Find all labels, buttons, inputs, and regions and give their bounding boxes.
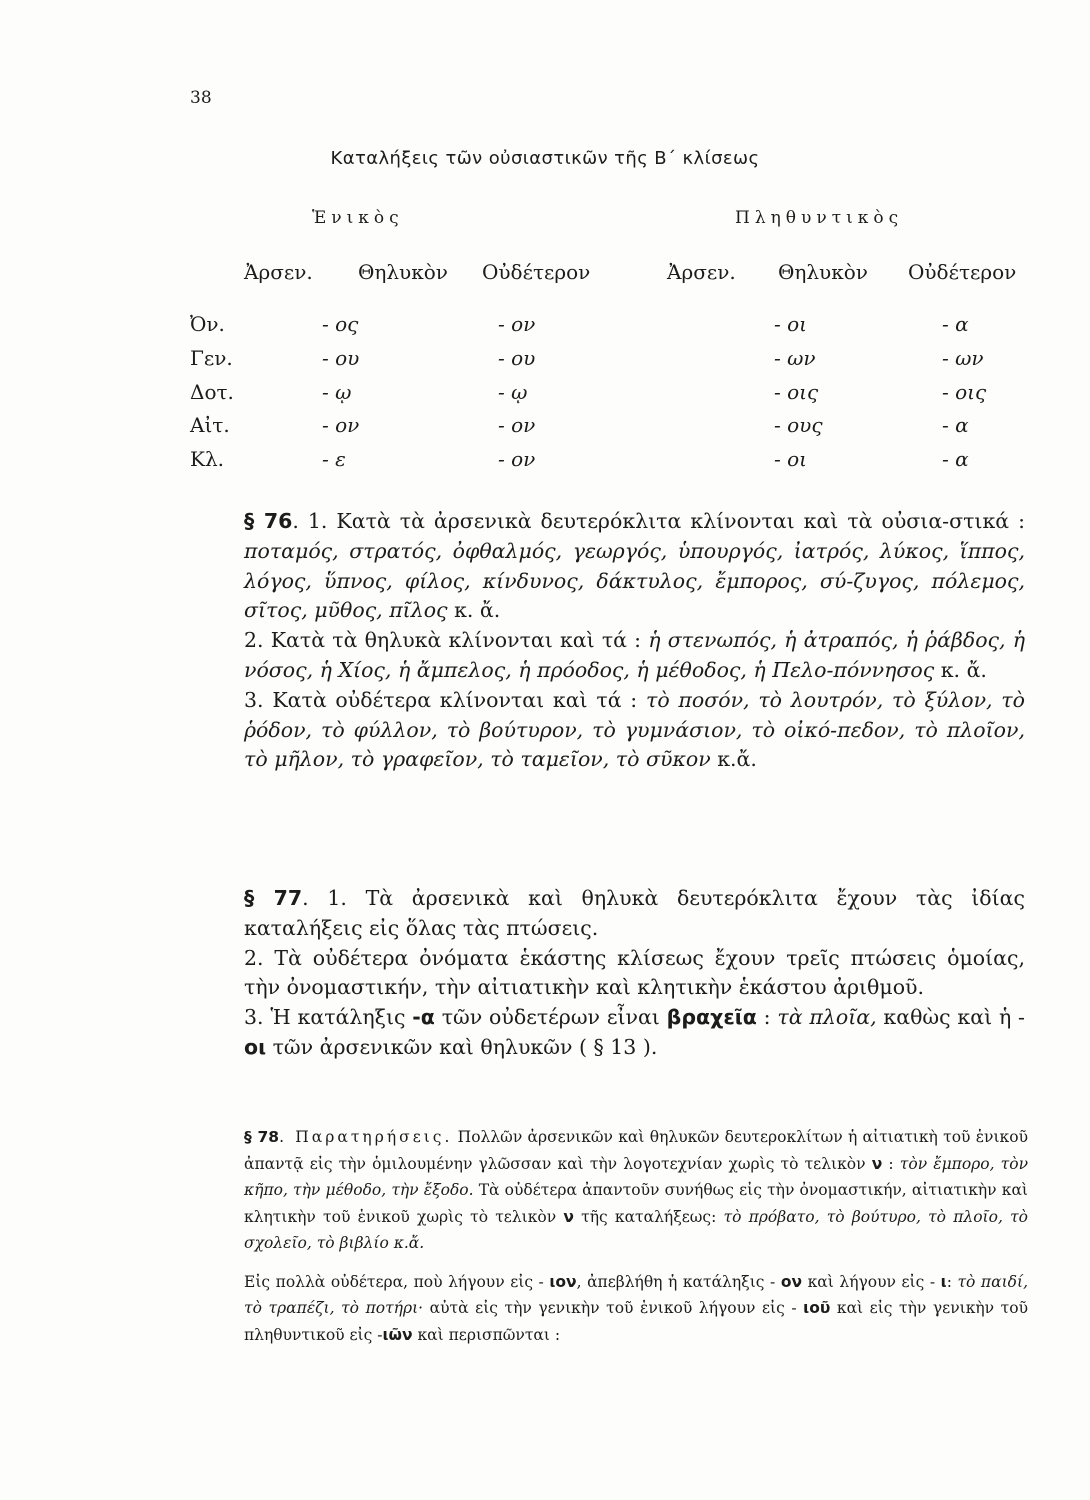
ending-cell: - ων bbox=[942, 346, 984, 370]
ending-cell: - ον bbox=[498, 413, 536, 437]
ending-cell: - ου bbox=[322, 346, 360, 370]
paragraph: § 78. Παρατηρήσεις. Πολλῶν ἀρσενικῶν καὶ θηλυκῶν δευτεροκλίτων ἡ αἰτιατικὴ τοῦ ἑνικοῦ ἀπαντᾷ εἰς τὴν ὁμιλουμένην γλῶσσαν καὶ τὴν λογοτεχνίαν χωρὶς τὸ τελικὸν ν : τὸν ἔμπορο, τὸν κῆπο, τὴν μέθοδο, τὴν ἔξοδο. Τὰ οὐδέτερα ἀπαντοῦν συνήθως εἰς τὴν ὀνομαστικήν, αἰτιατικὴν καὶ κλητικὴν τοῦ ἑνικοῦ χωρὶς τὸ τελικὸν ν τῆς καταλήξεως: τὸ πρόβατο, τὸ βούτυρο, τὸ πλοῖο, τὸ σχολεῖο, τὸ βιβλίο κ.ἄ. bbox=[244, 1128, 1029, 1252]
ending-cell: - ους bbox=[774, 413, 823, 437]
example-words: ἡ στενωπός, ἡ ἀτραπός, ἡ ῥάβδος, ἡ νόσος, ἡ Χίος, ἡ ἄμπελος, ἡ πρόοδος, ἡ μέθοδος, ἡ Πελο-πόννησος bbox=[244, 628, 1026, 682]
paragraph: 3. Κατὰ οὐδέτερα κλίνονται καὶ τά : τὸ ποσόν, τὸ λουτρόν, τὸ ξύλον, τὸ ῥόδον, τὸ φύλλον, τὸ βούτυρον, τὸ γυμνάσιον, τὸ οἰκό-πεδον, τὸ πλοῖον, τὸ μῆλον, τὸ γραφεῖον, τὸ ταμεῖον, τὸ σῦκον κ.ἄ. bbox=[244, 687, 1025, 772]
ending-cell: - ον bbox=[498, 447, 536, 471]
ending-cell: - ῳ bbox=[322, 380, 352, 404]
paragraph: 3. Ἡ κατάληξις -α τῶν οὐδετέρων εἶναι βραχεῖα : τὰ πλοῖα, καθὼς καὶ ἡ - οι τῶν ἀρσενικῶν καὶ θηλυκῶν ( § 13 ). bbox=[244, 1005, 1025, 1059]
section-78 bbox=[190, 1124, 1028, 1348]
section-number: § 77 bbox=[244, 886, 303, 910]
ending-cell: - ε bbox=[322, 447, 346, 471]
paragraph: 2. Κατὰ τὰ θηλυκὰ κλίνονται καὶ τά : ἡ στενωπός, ἡ ἀτραπός, ἡ ῥάβδος, ἡ νόσος, ἡ Χίος, ἡ ἄμπελος, ἡ πρόοδος, ἡ μέθοδος, ἡ Πελο-πόννησος κ. ἄ. bbox=[244, 628, 1026, 682]
case-label: Αἰτ. bbox=[190, 413, 230, 437]
case-label: Γεν. bbox=[190, 346, 233, 370]
section-number: § 76 bbox=[244, 509, 293, 533]
ending-cell: - ος bbox=[322, 312, 359, 336]
section-number: § 78 bbox=[244, 1128, 280, 1146]
ending-cell: - οις bbox=[942, 380, 987, 404]
paragraph: 2. Τὰ οὐδέτερα ὀνόματα ἑκάστης κλίσεως ἔχουν τρεῖς πτώσεις ὁμοίας, τὴν ὀνομαστικήν, τὴν αἰτιατικὴν καὶ κλητικὴν ἑκάστου ἀριθμοῦ. bbox=[244, 945, 1025, 1000]
case-label: Κλ. bbox=[190, 447, 224, 471]
col-sg-fem: Θηλυκὸν bbox=[358, 260, 448, 284]
page-number: 38 bbox=[190, 88, 212, 108]
section-76 bbox=[190, 507, 1025, 775]
ending-cell: - οις bbox=[774, 380, 819, 404]
ending-cell: - ῳ bbox=[498, 380, 528, 404]
example-words: ποταμός, στρατός, ὀφθαλμός, γεωργός, ὑπουργός, ἰατρός, λύκος, ἵππος, λόγος, ὕπνος, φίλος, κίνδυνος, δάκτυλος, ἔμπορος, σύ-ζυγος, πόλεμος, σῖτος, μῦθος, πῖλος bbox=[244, 538, 1025, 623]
case-label: Δοτ. bbox=[190, 380, 234, 404]
case-label: Ὀν. bbox=[190, 312, 225, 336]
ending-cell: - α bbox=[942, 413, 969, 437]
ending-cell: - οι bbox=[774, 447, 807, 471]
paragraph: Εἰς πολλὰ οὐδέτερα, ποὺ λήγουν εἰς - ιον, ἀπεβλήθη ἡ κατάληξις - ον καὶ λήγουν εἰς - ι: τὸ παιδί, τὸ τραπέζι, τὸ ποτήρι· αὐτὰ εἰς τὴν γενικὴν τοῦ ἑνικοῦ λήγουν εἰς - ιοῦ καὶ εἰς τὴν γενικὴν τοῦ πληθυντικοῦ εἰς -ιῶν καὶ περισπῶνται : bbox=[244, 1272, 1028, 1344]
singular-header: Ἑνικὸς bbox=[312, 208, 404, 228]
paragraph: § 77. 1. Τὰ ἀρσενικὰ καὶ θηλυκὰ δευτερόκλιτα ἔχουν τὰς ἰδίας καταλήξεις εἰς ὅλας τὰς πτώσεις. bbox=[244, 886, 1025, 940]
col-sg-neut: Οὐδέτερον bbox=[482, 260, 591, 284]
ending-cell: - α bbox=[942, 447, 969, 471]
ending-cell: - α bbox=[942, 312, 969, 336]
col-pl-fem: Θηλυκὸν bbox=[778, 260, 868, 284]
section-77 bbox=[190, 884, 1025, 1063]
remarks-label: . Παρατηρήσεις. bbox=[279, 1128, 453, 1146]
plural-header: Πληθυντικὸς bbox=[735, 208, 904, 228]
ending-cell: - ον bbox=[322, 413, 360, 437]
page-title: Καταλήξεις τῶν οὐσιαστικῶν τῆς Β΄ κλίσεως bbox=[330, 148, 760, 169]
col-pl-neut: Οὐδέτερον bbox=[908, 260, 1017, 284]
ending-cell: - ον bbox=[498, 312, 536, 336]
ending-cell: - ων bbox=[774, 346, 816, 370]
example-words: τὸ ποσόν, τὸ λουτρόν, τὸ ξύλον, τὸ ῥόδον, τὸ φύλλον, τὸ βούτυρον, τὸ γυμνάσιον, τὸ οἰκό-πεδον, τὸ πλοῖον, τὸ μῆλον, τὸ γραφεῖον, τὸ ταμεῖον, τὸ σῦκον bbox=[244, 687, 1025, 772]
ending-cell: - ου bbox=[498, 346, 536, 370]
ending-cell: - οι bbox=[774, 312, 807, 336]
col-sg-masc: Ἀρσεν. bbox=[244, 260, 313, 284]
paragraph: § 76. 1. Κατὰ τὰ ἀρσενικὰ δευτερόκλιτα κλίνονται καὶ τὰ οὐσια-στικά : ποταμός, στρατός, ὀφθαλμός, γεωργός, ὑπουργός, ἰατρός, λύκος, ἵππος, λόγος, ὕπνος, φίλος, κίνδυνος, δάκτυλος, ἔμπορος, σύ-ζυγος, πόλεμος, σῖτος, μῦθος, πῖλος κ. ἄ. bbox=[244, 509, 1025, 623]
col-pl-masc: Ἀρσεν. bbox=[667, 260, 736, 284]
